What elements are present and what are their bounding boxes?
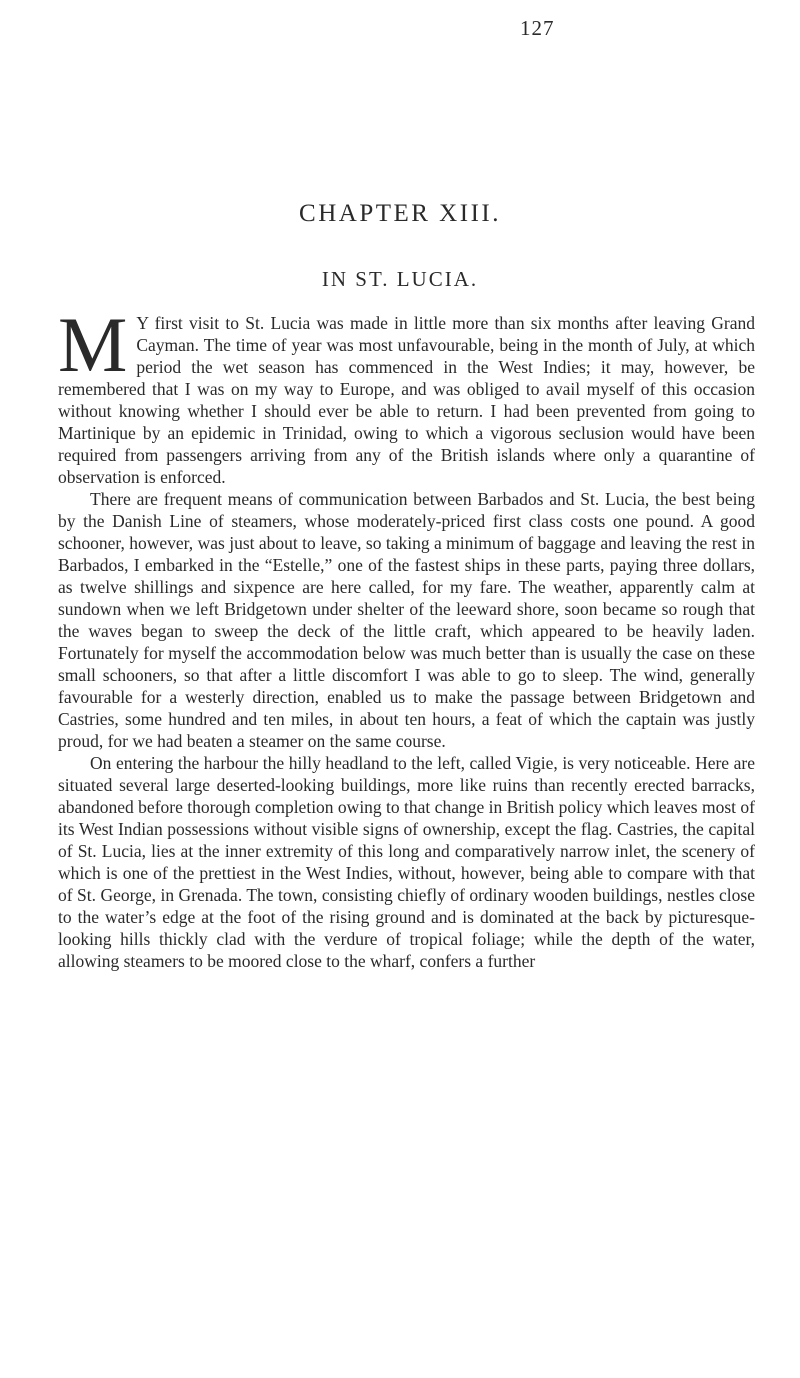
page-number: 127 (520, 16, 555, 40)
paragraph-2: There are frequent means of communication between Barbados and St. Lucia, the best being by the Danish Line of steamers, whose moderately-priced first class costs one pound. A good schooner, however, was just about to leave, so taking a minimum of baggage and leaving the rest in Barbados, I embarked in the “Estelle,” one of the fastest ships in these parts, paying three dollars, as twelve shillings and sixpence are here called, for my fare. The weather, apparently calm at sundown when we left Bridgetown under shelter of the leeward shore, soon became so rough that the waves began to sweep the deck of the little craft, which appeared to be heavily laden. Fortunately for myself the accommodation below was much better than is usually the case on these small schooners, so that after a little discomfort I was able to go to sleep. The wind, generally favourable for a westerly direction, enabled us to make the passage between Bridgetown and Castries, some hundred and ten miles, in about ten hours, a feat of which the captain was justly proud, for we had beaten a steamer on the same course. (58, 489, 755, 751)
drop-cap: M (58, 301, 128, 388)
paragraph-1-text: Y first visit to St. Lucia was made in little more than six months after leaving Grand Cayman. The time of year was most unfavourable, being in the month of July, at which period the wet season has commenced in the West Indies; it may, however, be remembered that I was on my way to Europe, and was obliged to avail myself of this occasion without knowing whether I should ever be able to return. I had been prevented from going to Martinique by an epidemic in Trinidad, owing to which a vigorous seclusion would have been required from passengers arriving from any of the British islands where only a quarantine of observation is enforced. (58, 313, 755, 487)
chapter-subtitle: IN ST. LUCIA. (321, 267, 479, 291)
paragraph-1 (58, 301, 755, 488)
body-text (58, 301, 755, 972)
paragraph-3: On entering the harbour the hilly headland to the left, called Vigie, is very noticeable. Here are situated several large deserted-looking buildings, more like ruins than recently erected barracks, abandoned before thorough completion owing to that change in British policy which leaves most of its West Indian possessions without visible signs of ownership, except the flag. Castries, the capital of St. Lucia, lies at the inner extremity of this long and comparatively narrow inlet, the scenery of which is one of the prettiest in the West Indies, without, however, being able to compare with that of St. George, in Grenada. The town, consisting chiefly of ordinary wooden buildings, nestles close to the water’s edge at the foot of the rising ground and is dominated at the back by picturesque-looking hills thickly clad with the verdure of tropical foliage; while the depth of the water, allowing steamers to be moored close to the wharf, confers a further (58, 753, 755, 971)
chapter-title: CHAPTER XIII. (299, 200, 501, 227)
